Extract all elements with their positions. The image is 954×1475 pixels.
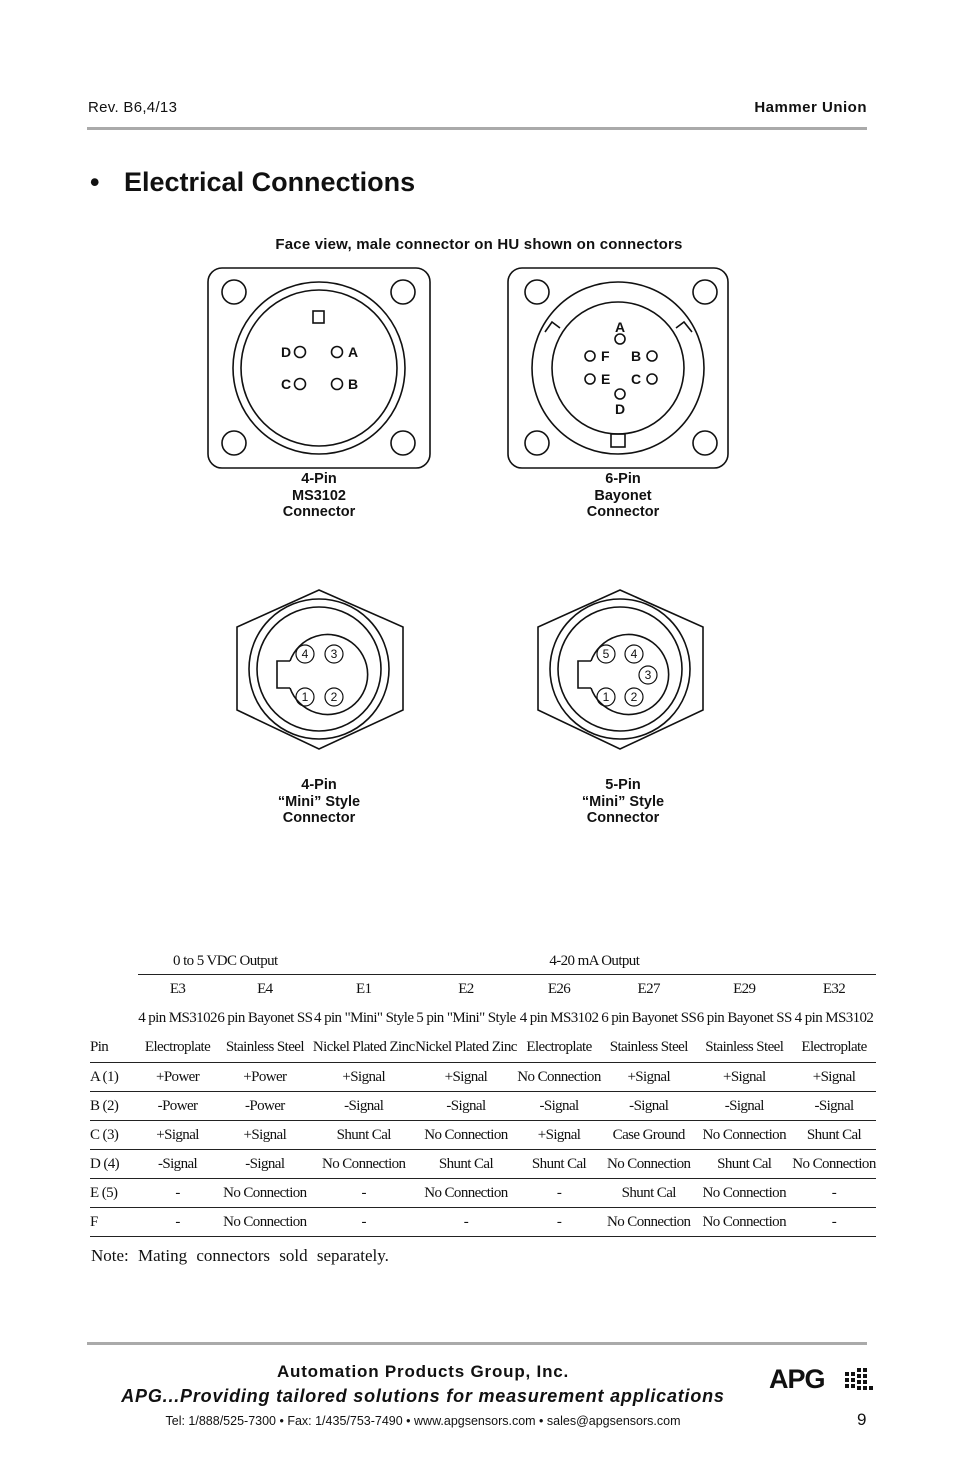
pin-label: B xyxy=(348,376,359,392)
connector-label-line: 4-Pin xyxy=(301,471,337,487)
company-tagline: APG...Providing tailored solutions for measurement applications xyxy=(121,1386,725,1406)
model-type: 6 pin Bayonet SS xyxy=(217,1010,313,1026)
pin-label: 3 xyxy=(330,647,338,661)
pin-function: No Connection xyxy=(792,1150,876,1179)
connector-label-line: 5-Pin xyxy=(605,777,641,793)
pin-function: No Connection xyxy=(697,1121,793,1150)
table-row xyxy=(90,1179,876,1208)
apg-logo: APG xyxy=(769,1364,825,1394)
pin-id: D (4) xyxy=(90,1150,138,1179)
pin-function: Shunt Cal xyxy=(517,1150,601,1179)
model-finish: Electroplate xyxy=(517,1033,601,1063)
pin-function: - xyxy=(138,1208,217,1237)
pin-function: No Connection xyxy=(697,1208,793,1237)
pin-function: +Signal xyxy=(697,1063,793,1092)
model-finish-row xyxy=(90,1033,876,1063)
pin-function: -Signal xyxy=(792,1092,876,1121)
pin-function: -Signal xyxy=(517,1092,601,1121)
pin-label: A xyxy=(615,319,626,335)
pin-function: +Signal xyxy=(313,1063,415,1092)
pin-function: +Signal xyxy=(217,1121,313,1150)
pin-function: Shunt Cal xyxy=(792,1121,876,1150)
pin-function: -Signal xyxy=(138,1150,217,1179)
connector-label-line: “Mini” Style xyxy=(581,793,665,810)
pin-function: -Signal xyxy=(217,1150,313,1179)
pin-function: Shunt Cal xyxy=(415,1150,517,1179)
pin-function: No Connection xyxy=(415,1121,517,1150)
pin-label: D xyxy=(281,344,292,360)
pin-function: No Connection xyxy=(601,1150,697,1179)
model-type: 6 pin Bayonet SS xyxy=(601,1010,697,1026)
pin-function: -Power xyxy=(138,1092,217,1121)
pin-function: - xyxy=(313,1208,415,1237)
pin-label: 1 xyxy=(602,690,610,704)
pin-label: 4 xyxy=(630,647,638,661)
pin-function: No Connection xyxy=(517,1063,601,1092)
pin-function: - xyxy=(138,1179,217,1208)
page-number: 9 xyxy=(857,1410,867,1429)
pin-function: +Signal xyxy=(138,1121,217,1150)
pin-function: -Signal xyxy=(697,1092,793,1121)
pin-function: Shunt Cal xyxy=(313,1121,415,1150)
model-code: E3 xyxy=(169,981,186,997)
apg-logo-dots-icon xyxy=(843,1366,875,1394)
model-finish: Electroplate xyxy=(792,1033,876,1063)
pin-label: F xyxy=(601,348,610,364)
pin-function: No Connection xyxy=(217,1208,313,1237)
pin-function: +Signal xyxy=(415,1063,517,1092)
pin-function: Shunt Cal xyxy=(601,1179,697,1208)
connector-4pin-mini xyxy=(237,590,403,749)
pin-function: No Connection xyxy=(601,1208,697,1237)
connector-label-line: 6-Pin xyxy=(605,471,641,487)
pin-label: D xyxy=(615,401,626,417)
model-finish: Stainless Steel xyxy=(601,1033,697,1063)
pin-function: - xyxy=(792,1179,876,1208)
model-type: 5 pin "Mini" Style xyxy=(416,1010,516,1026)
pin-label: 2 xyxy=(630,690,638,704)
model-type: 4 pin MS3102 xyxy=(794,1010,874,1026)
pin-function: +Signal xyxy=(792,1063,876,1092)
pin-function: - xyxy=(313,1179,415,1208)
pin-id: B (2) xyxy=(90,1092,138,1121)
pin-label: B xyxy=(631,348,642,364)
pin-label: 3 xyxy=(644,668,652,682)
connector-label-line: MS3102 xyxy=(291,487,346,504)
pin-id: F xyxy=(90,1208,138,1237)
pin-label: C xyxy=(281,376,292,392)
pin-function: +Signal xyxy=(601,1063,697,1092)
pin-label: 2 xyxy=(330,690,338,704)
connector-label-line: 4-Pin xyxy=(301,777,337,793)
pin-function: -Signal xyxy=(313,1092,415,1121)
pin-label: 5 xyxy=(602,647,610,661)
model-code: E29 xyxy=(733,981,756,997)
model-type: 4 pin "Mini" Style xyxy=(314,1010,414,1026)
model-code-row xyxy=(90,975,876,1005)
pinout-table xyxy=(90,948,876,1237)
section-title-text: Electrical Connections xyxy=(124,167,416,197)
pin-function: -Signal xyxy=(601,1092,697,1121)
connector-label-line: Connector xyxy=(586,504,660,520)
model-finish: Stainless Steel xyxy=(217,1033,313,1063)
table-row xyxy=(90,1150,876,1179)
connector-6pin-bayonet xyxy=(508,268,728,468)
group-header-0-5vdc: 0 to 5 VDC Output xyxy=(138,948,313,975)
diagram-caption-text: Face view, male connector on HU shown on connectors xyxy=(275,236,683,253)
pin-id: E (5) xyxy=(90,1179,138,1208)
pin-function: Shunt Cal xyxy=(697,1150,793,1179)
company-name: Automation Products Group, Inc. xyxy=(276,1362,570,1381)
connector-label-5pin-mini xyxy=(543,777,703,827)
pin-function: -Power xyxy=(217,1092,313,1121)
model-code: E26 xyxy=(547,981,571,997)
pin-function: No Connection xyxy=(415,1179,517,1208)
pin-function: +Power xyxy=(217,1063,313,1092)
mating-connector-note: Note: Mating connectors sold separately. xyxy=(91,1246,389,1265)
connector-label-6pin-bayonet xyxy=(543,471,703,521)
pin-label: C xyxy=(631,371,642,387)
title-bullet: • xyxy=(90,167,100,197)
model-code: E32 xyxy=(822,981,846,997)
pin-function: +Power xyxy=(138,1063,217,1092)
model-finish: Electroplate xyxy=(138,1033,217,1063)
pin-id: C (3) xyxy=(90,1121,138,1150)
connector-label-4pin-mini xyxy=(239,777,399,827)
table-row xyxy=(90,1092,876,1121)
model-code: E27 xyxy=(637,981,660,997)
model-finish: Nickel Plated Zinc xyxy=(313,1033,415,1063)
pin-label: 1 xyxy=(301,690,309,704)
pin-column-header: Pin xyxy=(90,1033,138,1063)
model-type-row xyxy=(90,1004,876,1033)
connector-4pin-ms3102 xyxy=(208,268,430,468)
pin-label: A xyxy=(348,344,359,360)
pin-label: 4 xyxy=(301,647,309,661)
group-header-4-20ma: 4-20 mA Output xyxy=(313,948,876,975)
model-code: E1 xyxy=(355,981,372,997)
footer-divider xyxy=(87,1342,867,1345)
pin-function: - xyxy=(792,1208,876,1237)
connector-5pin-mini xyxy=(538,590,703,749)
pin-id: A (1) xyxy=(90,1063,138,1092)
table-group-header-row xyxy=(90,948,876,975)
revision-label: Rev. B6,4/13 xyxy=(88,99,178,116)
contact-info: Tel: 1/888/525-7300 • Fax: 1/435/753-7490 • www.apgsensors.com • sales@apgsensors.com xyxy=(165,1414,681,1428)
model-code: E4 xyxy=(257,981,273,997)
pin-function: No Connection xyxy=(697,1179,793,1208)
connector-label-line: Connector xyxy=(282,504,356,520)
pin-function: - xyxy=(415,1208,517,1237)
connector-label-line: Bayonet xyxy=(594,487,652,504)
pin-function: - xyxy=(517,1208,601,1237)
connector-label-4pin-ms3102 xyxy=(239,471,399,521)
model-type: 6 pin Bayonet SS xyxy=(696,1010,792,1026)
pin-function: - xyxy=(517,1179,601,1208)
connector-label-line: “Mini” Style xyxy=(277,793,361,810)
model-type: 4 pin MS3102 xyxy=(138,1010,217,1026)
pin-function: No Connection xyxy=(313,1150,415,1179)
table-row xyxy=(90,1208,876,1237)
pin-function: Case Ground xyxy=(601,1121,697,1150)
connector-label-line: Connector xyxy=(282,810,356,826)
pin-label: E xyxy=(601,371,611,387)
table-row xyxy=(90,1063,876,1092)
pin-function: -Signal xyxy=(415,1092,517,1121)
pin-function: No Connection xyxy=(217,1179,313,1208)
model-finish: Stainless Steel xyxy=(697,1033,793,1063)
product-name: Hammer Union xyxy=(754,99,867,116)
model-code: E2 xyxy=(458,981,474,997)
pin-function: +Signal xyxy=(517,1121,601,1150)
model-finish: Nickel Plated Zinc xyxy=(415,1033,517,1063)
model-type: 4 pin MS3102 xyxy=(519,1010,599,1026)
table-row xyxy=(90,1121,876,1150)
connector-label-line: Connector xyxy=(586,810,660,826)
